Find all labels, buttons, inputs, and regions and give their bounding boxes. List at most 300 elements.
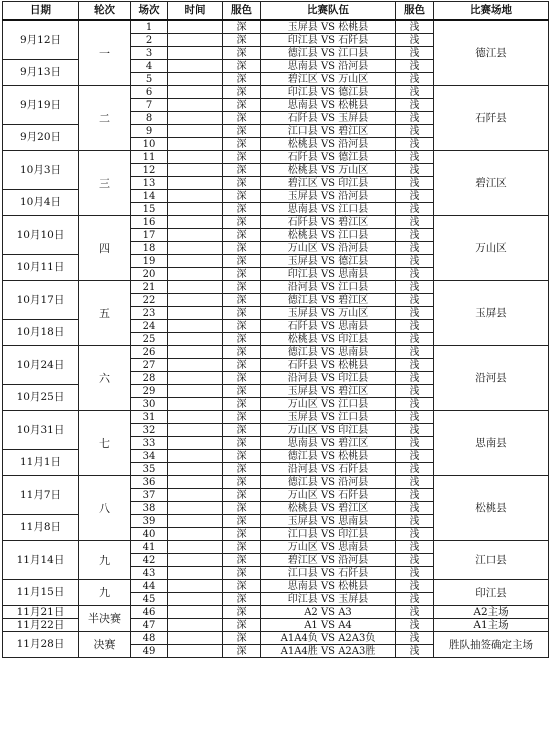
time-cell [168, 242, 223, 255]
home-color: 深 [223, 125, 261, 138]
match-teams: A1A4胜 VS A2A3胜 [261, 645, 396, 658]
away-color: 浅 [396, 294, 434, 307]
table-row [3, 216, 549, 229]
date-cell: 11月8日 [3, 515, 79, 541]
table-row [3, 580, 549, 593]
table-row [3, 606, 549, 619]
game-number: 33 [131, 437, 168, 450]
game-number: 19 [131, 255, 168, 268]
time-cell [168, 359, 223, 372]
match-teams: 玉屏县 VS 思南县 [261, 515, 396, 528]
time-cell [168, 177, 223, 190]
game-number: 47 [131, 619, 168, 632]
home-color: 深 [223, 528, 261, 541]
game-number: 10 [131, 138, 168, 151]
game-number: 24 [131, 320, 168, 333]
away-color: 浅 [396, 463, 434, 476]
game-number: 48 [131, 632, 168, 645]
home-color: 深 [223, 164, 261, 177]
game-number: 25 [131, 333, 168, 346]
table-row [3, 632, 549, 645]
away-color: 浅 [396, 320, 434, 333]
date-cell: 10月10日 [3, 216, 79, 255]
table-row [3, 20, 549, 34]
away-color: 浅 [396, 125, 434, 138]
time-cell [168, 138, 223, 151]
header-home-color: 服色 [223, 2, 261, 21]
match-teams: 石阡县 VS 德江县 [261, 151, 396, 164]
away-color: 浅 [396, 281, 434, 294]
home-color: 深 [223, 489, 261, 502]
match-teams: 印江县 VS 德江县 [261, 86, 396, 99]
venue-cell: 碧江区 [434, 151, 549, 216]
match-teams: 沿河县 VS 印江县 [261, 372, 396, 385]
table-row [3, 86, 549, 99]
home-color: 深 [223, 268, 261, 281]
match-teams: 江口县 VS 印江县 [261, 528, 396, 541]
away-color: 浅 [396, 528, 434, 541]
away-color: 浅 [396, 255, 434, 268]
game-number: 26 [131, 346, 168, 359]
home-color: 深 [223, 333, 261, 346]
round-cell: 六 [79, 346, 131, 411]
away-color: 浅 [396, 216, 434, 229]
away-color: 浅 [396, 489, 434, 502]
time-cell [168, 164, 223, 177]
match-teams: 德江县 VS 思南县 [261, 346, 396, 359]
match-teams: 德江县 VS 松桃县 [261, 450, 396, 463]
venue-cell: 沿河县 [434, 346, 549, 411]
home-color: 深 [223, 99, 261, 112]
home-color: 深 [223, 580, 261, 593]
home-color: 深 [223, 645, 261, 658]
match-teams: 思南县 VS 松桃县 [261, 99, 396, 112]
time-cell [168, 60, 223, 73]
away-color: 浅 [396, 619, 434, 632]
game-number: 31 [131, 411, 168, 424]
away-color: 浅 [396, 593, 434, 606]
time-cell [168, 385, 223, 398]
match-teams: 万山区 VS 思南县 [261, 541, 396, 554]
match-teams: 思南县 VS 江口县 [261, 203, 396, 216]
home-color: 深 [223, 177, 261, 190]
away-color: 浅 [396, 73, 434, 86]
home-color: 深 [223, 203, 261, 216]
venue-cell: 印江县 [434, 580, 549, 606]
game-number: 7 [131, 99, 168, 112]
away-color: 浅 [396, 554, 434, 567]
away-color: 浅 [396, 437, 434, 450]
match-teams: A1A4负 VS A2A3负 [261, 632, 396, 645]
time-cell [168, 125, 223, 138]
round-cell: 七 [79, 411, 131, 476]
table-row [3, 281, 549, 294]
away-color: 浅 [396, 138, 434, 151]
away-color: 浅 [396, 190, 434, 203]
venue-cell: 松桃县 [434, 476, 549, 541]
home-color: 深 [223, 554, 261, 567]
match-teams: 德江县 VS 江口县 [261, 47, 396, 60]
game-number: 36 [131, 476, 168, 489]
away-color: 浅 [396, 398, 434, 411]
home-color: 深 [223, 346, 261, 359]
home-color: 深 [223, 515, 261, 528]
date-cell: 10月24日 [3, 346, 79, 385]
home-color: 深 [223, 294, 261, 307]
game-number: 6 [131, 86, 168, 99]
game-number: 16 [131, 216, 168, 229]
away-color: 浅 [396, 645, 434, 658]
table-row [3, 411, 549, 424]
venue-cell: 玉屏县 [434, 281, 549, 346]
game-number: 13 [131, 177, 168, 190]
match-teams: 思南县 VS 松桃县 [261, 580, 396, 593]
match-teams: 玉屏县 VS 碧江区 [261, 385, 396, 398]
match-teams: 江口县 VS 碧江区 [261, 125, 396, 138]
match-teams: 玉屏县 VS 德江县 [261, 255, 396, 268]
away-color: 浅 [396, 580, 434, 593]
date-cell: 11月14日 [3, 541, 79, 580]
away-color: 浅 [396, 359, 434, 372]
match-teams: 印江县 VS 玉屏县 [261, 593, 396, 606]
date-cell: 9月12日 [3, 20, 79, 60]
match-teams: 万山区 VS 石阡县 [261, 489, 396, 502]
home-color: 深 [223, 242, 261, 255]
header-match: 比赛队伍 [261, 2, 396, 21]
match-teams: 松桃县 VS 碧江区 [261, 502, 396, 515]
game-number: 14 [131, 190, 168, 203]
date-cell: 11月22日 [3, 619, 79, 632]
time-cell [168, 398, 223, 411]
home-color: 深 [223, 424, 261, 437]
date-cell: 11月15日 [3, 580, 79, 606]
away-color: 浅 [396, 307, 434, 320]
home-color: 深 [223, 86, 261, 99]
match-teams: 万山区 VS 江口县 [261, 398, 396, 411]
home-color: 深 [223, 567, 261, 580]
match-teams: 碧江区 VS 印江县 [261, 177, 396, 190]
date-cell: 11月28日 [3, 632, 79, 658]
header-round: 轮次 [79, 2, 131, 21]
round-cell: 二 [79, 86, 131, 151]
away-color: 浅 [396, 450, 434, 463]
away-color: 浅 [396, 541, 434, 554]
away-color: 浅 [396, 476, 434, 489]
match-teams: 松桃县 VS 印江县 [261, 333, 396, 346]
game-number: 29 [131, 385, 168, 398]
game-number: 9 [131, 125, 168, 138]
date-cell: 9月13日 [3, 60, 79, 86]
game-number: 37 [131, 489, 168, 502]
match-teams: 石阡县 VS 玉屏县 [261, 112, 396, 125]
match-teams: A1 VS A4 [261, 619, 396, 632]
schedule-table [2, 1, 549, 658]
game-number: 12 [131, 164, 168, 177]
venue-cell: A1主场 [434, 619, 549, 632]
game-number: 38 [131, 502, 168, 515]
time-cell [168, 567, 223, 580]
match-teams: 万山区 VS 沿河县 [261, 242, 396, 255]
venue-cell: 德江县 [434, 20, 549, 86]
time-cell [168, 307, 223, 320]
round-cell: 五 [79, 281, 131, 346]
time-cell [168, 619, 223, 632]
game-number: 1 [131, 20, 168, 34]
time-cell [168, 268, 223, 281]
game-number: 42 [131, 554, 168, 567]
time-cell [168, 645, 223, 658]
venue-cell: 胜队抽签确定主场 [434, 632, 549, 658]
home-color: 深 [223, 34, 261, 47]
table-row [3, 151, 549, 164]
match-teams: 松桃县 VS 江口县 [261, 229, 396, 242]
home-color: 深 [223, 359, 261, 372]
away-color: 浅 [396, 177, 434, 190]
home-color: 深 [223, 450, 261, 463]
game-number: 46 [131, 606, 168, 619]
round-cell: 九 [79, 541, 131, 580]
match-teams: 玉屏县 VS 江口县 [261, 411, 396, 424]
home-color: 深 [223, 437, 261, 450]
home-color: 深 [223, 606, 261, 619]
match-teams: 碧江区 VS 万山区 [261, 73, 396, 86]
game-number: 44 [131, 580, 168, 593]
time-cell [168, 112, 223, 125]
game-number: 23 [131, 307, 168, 320]
away-color: 浅 [396, 242, 434, 255]
match-teams: 松桃县 VS 万山区 [261, 164, 396, 177]
header-game: 场次 [131, 2, 168, 21]
game-number: 22 [131, 294, 168, 307]
round-cell: 决赛 [79, 632, 131, 658]
match-teams: A2 VS A3 [261, 606, 396, 619]
away-color: 浅 [396, 164, 434, 177]
away-color: 浅 [396, 372, 434, 385]
date-cell: 10月18日 [3, 320, 79, 346]
match-teams: 碧江区 VS 沿河县 [261, 554, 396, 567]
time-cell [168, 190, 223, 203]
match-teams: 沿河县 VS 石阡县 [261, 463, 396, 476]
round-cell: 三 [79, 151, 131, 216]
home-color: 深 [223, 73, 261, 86]
round-cell: 四 [79, 216, 131, 281]
time-cell [168, 255, 223, 268]
game-number: 3 [131, 47, 168, 60]
time-cell [168, 593, 223, 606]
time-cell [168, 151, 223, 164]
venue-cell: 万山区 [434, 216, 549, 281]
home-color: 深 [223, 476, 261, 489]
venue-cell: 石阡县 [434, 86, 549, 151]
match-teams: 玉屏县 VS 松桃县 [261, 20, 396, 34]
time-cell [168, 333, 223, 346]
header-venue: 比赛场地 [434, 2, 549, 21]
game-number: 43 [131, 567, 168, 580]
match-teams: 德江县 VS 碧江区 [261, 294, 396, 307]
game-number: 41 [131, 541, 168, 554]
home-color: 深 [223, 541, 261, 554]
home-color: 深 [223, 593, 261, 606]
away-color: 浅 [396, 515, 434, 528]
time-cell [168, 476, 223, 489]
away-color: 浅 [396, 333, 434, 346]
home-color: 深 [223, 151, 261, 164]
header-away-color: 服色 [396, 2, 434, 21]
time-cell [168, 437, 223, 450]
away-color: 浅 [396, 424, 434, 437]
date-cell: 10月11日 [3, 255, 79, 281]
away-color: 浅 [396, 47, 434, 60]
away-color: 浅 [396, 99, 434, 112]
time-cell [168, 489, 223, 502]
game-number: 35 [131, 463, 168, 476]
time-cell [168, 47, 223, 60]
away-color: 浅 [396, 60, 434, 73]
away-color: 浅 [396, 203, 434, 216]
home-color: 深 [223, 307, 261, 320]
venue-cell: A2主场 [434, 606, 549, 619]
match-teams: 江口县 VS 石阡县 [261, 567, 396, 580]
home-color: 深 [223, 502, 261, 515]
home-color: 深 [223, 632, 261, 645]
schedule-body [3, 20, 549, 658]
match-teams: 印江县 VS 思南县 [261, 268, 396, 281]
date-cell: 10月31日 [3, 411, 79, 450]
home-color: 深 [223, 229, 261, 242]
time-cell [168, 281, 223, 294]
match-teams: 石阡县 VS 松桃县 [261, 359, 396, 372]
home-color: 深 [223, 138, 261, 151]
round-cell: 八 [79, 476, 131, 541]
time-cell [168, 346, 223, 359]
time-cell [168, 411, 223, 424]
time-cell [168, 20, 223, 34]
date-cell: 11月7日 [3, 476, 79, 515]
game-number: 49 [131, 645, 168, 658]
away-color: 浅 [396, 34, 434, 47]
away-color: 浅 [396, 229, 434, 242]
home-color: 深 [223, 281, 261, 294]
home-color: 深 [223, 398, 261, 411]
time-cell [168, 294, 223, 307]
game-number: 45 [131, 593, 168, 606]
away-color: 浅 [396, 268, 434, 281]
away-color: 浅 [396, 567, 434, 580]
match-teams: 万山区 VS 印江县 [261, 424, 396, 437]
match-teams: 松桃县 VS 沿河县 [261, 138, 396, 151]
match-teams: 石阡县 VS 碧江区 [261, 216, 396, 229]
game-number: 40 [131, 528, 168, 541]
home-color: 深 [223, 112, 261, 125]
date-cell: 11月21日 [3, 606, 79, 619]
venue-cell: 江口县 [434, 541, 549, 580]
away-color: 浅 [396, 502, 434, 515]
match-teams: 沿河县 VS 江口县 [261, 281, 396, 294]
time-cell [168, 203, 223, 216]
away-color: 浅 [396, 606, 434, 619]
date-cell: 10月25日 [3, 385, 79, 411]
time-cell [168, 372, 223, 385]
game-number: 32 [131, 424, 168, 437]
home-color: 深 [223, 255, 261, 268]
date-cell: 10月4日 [3, 190, 79, 216]
time-cell [168, 450, 223, 463]
time-cell [168, 463, 223, 476]
game-number: 8 [131, 112, 168, 125]
home-color: 深 [223, 463, 261, 476]
game-number: 39 [131, 515, 168, 528]
time-cell [168, 86, 223, 99]
time-cell [168, 424, 223, 437]
away-color: 浅 [396, 411, 434, 424]
home-color: 深 [223, 216, 261, 229]
game-number: 5 [131, 73, 168, 86]
away-color: 浅 [396, 385, 434, 398]
away-color: 浅 [396, 151, 434, 164]
time-cell [168, 216, 223, 229]
match-teams: 思南县 VS 碧江区 [261, 437, 396, 450]
date-cell: 10月3日 [3, 151, 79, 190]
time-cell [168, 606, 223, 619]
game-number: 28 [131, 372, 168, 385]
game-number: 20 [131, 268, 168, 281]
date-cell: 10月17日 [3, 281, 79, 320]
time-cell [168, 34, 223, 47]
time-cell [168, 502, 223, 515]
time-cell [168, 320, 223, 333]
game-number: 11 [131, 151, 168, 164]
game-number: 27 [131, 359, 168, 372]
away-color: 浅 [396, 112, 434, 125]
time-cell [168, 73, 223, 86]
round-cell: 一 [79, 20, 131, 86]
away-color: 浅 [396, 346, 434, 359]
round-cell: 半决赛 [79, 606, 131, 632]
table-row [3, 541, 549, 554]
time-cell [168, 580, 223, 593]
time-cell [168, 632, 223, 645]
game-number: 17 [131, 229, 168, 242]
game-number: 4 [131, 60, 168, 73]
match-teams: 玉屏县 VS 万山区 [261, 307, 396, 320]
game-number: 2 [131, 34, 168, 47]
game-number: 21 [131, 281, 168, 294]
away-color: 浅 [396, 632, 434, 645]
home-color: 深 [223, 385, 261, 398]
match-teams: 印江县 VS 石阡县 [261, 34, 396, 47]
match-teams: 德江县 VS 沿河县 [261, 476, 396, 489]
time-cell [168, 541, 223, 554]
table-row [3, 346, 549, 359]
game-number: 15 [131, 203, 168, 216]
match-teams: 玉屏县 VS 沿河县 [261, 190, 396, 203]
time-cell [168, 515, 223, 528]
match-teams: 石阡县 VS 思南县 [261, 320, 396, 333]
match-teams: 思南县 VS 沿河县 [261, 60, 396, 73]
away-color: 浅 [396, 20, 434, 34]
header-time: 时间 [168, 2, 223, 21]
home-color: 深 [223, 60, 261, 73]
game-number: 34 [131, 450, 168, 463]
header-row [3, 2, 549, 21]
home-color: 深 [223, 619, 261, 632]
game-number: 18 [131, 242, 168, 255]
time-cell [168, 528, 223, 541]
time-cell [168, 554, 223, 567]
home-color: 深 [223, 190, 261, 203]
home-color: 深 [223, 320, 261, 333]
venue-cell: 思南县 [434, 411, 549, 476]
